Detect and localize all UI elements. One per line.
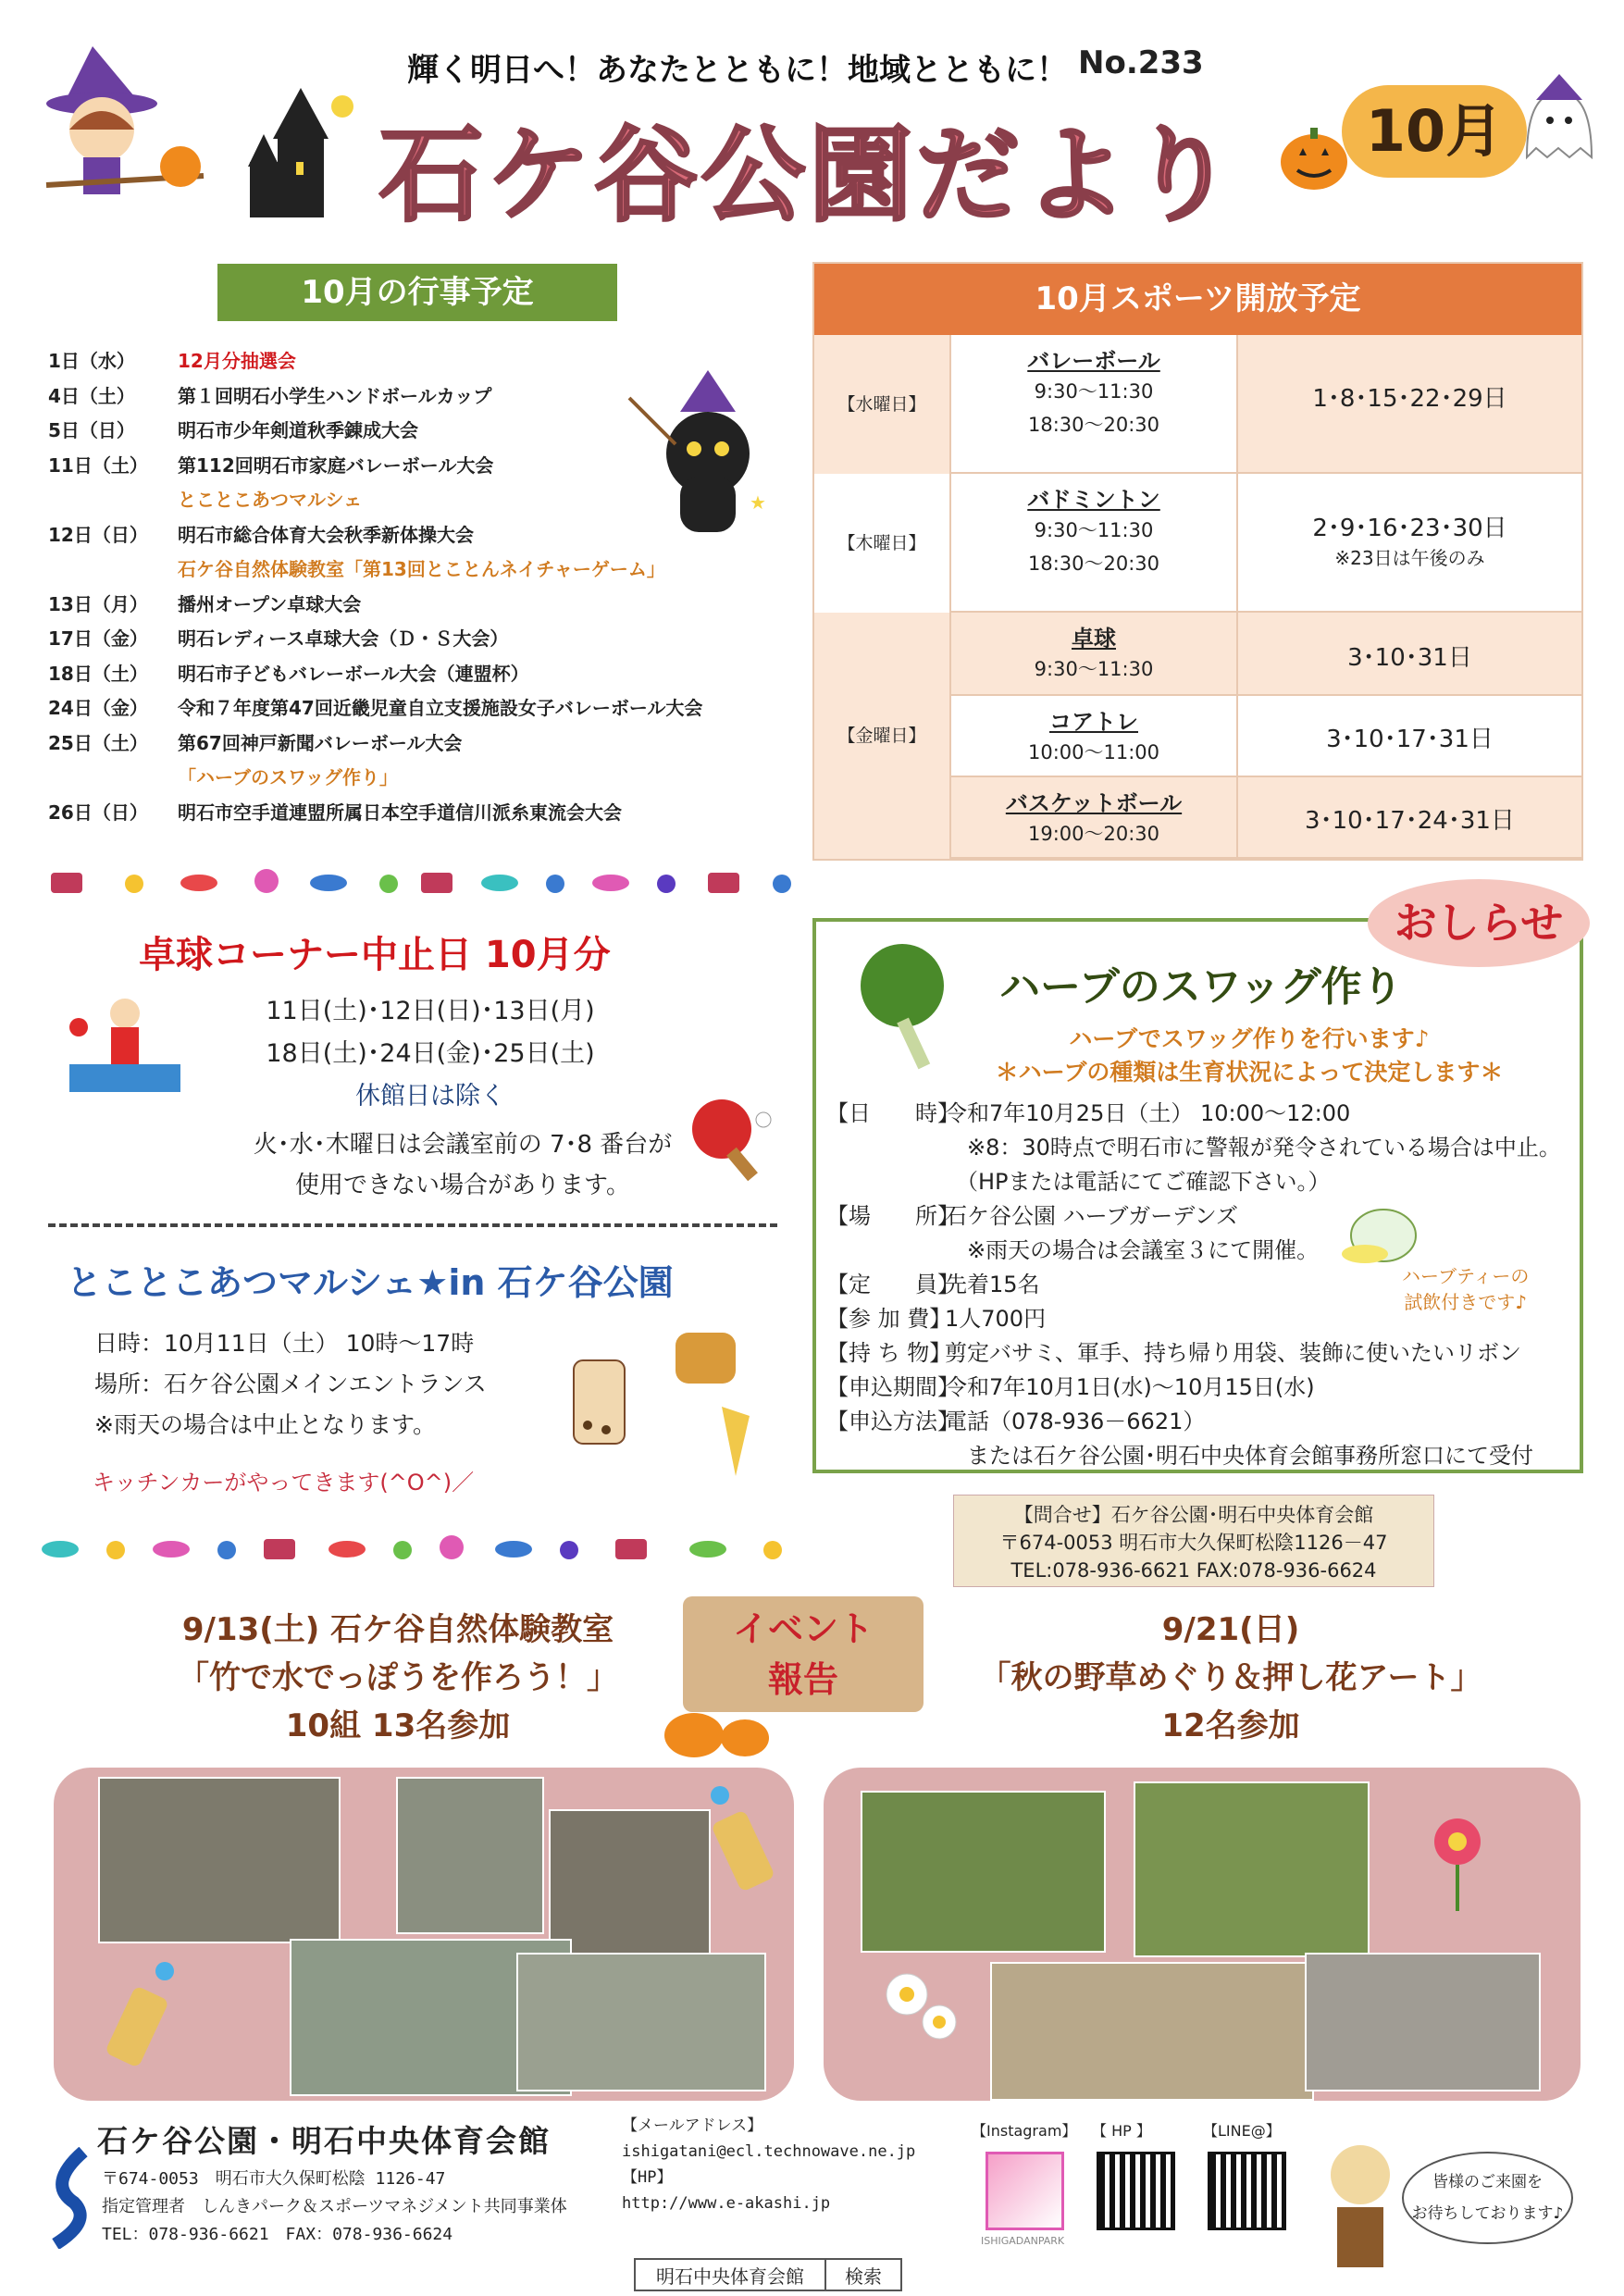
closed-note: 休館日は除く	[355, 1082, 505, 1111]
water-gun-icon	[100, 1953, 183, 2082]
sport-dates	[1238, 613, 1581, 696]
photo	[861, 1791, 1106, 1953]
note-line2: 使用できない場合があります。	[295, 1172, 630, 1199]
table-tennis-note	[231, 1124, 694, 1206]
notice-info-row	[826, 1336, 1567, 1371]
dates-text: 3･10･17･31日	[1326, 726, 1494, 753]
event-report-sign	[683, 1596, 924, 1712]
dates-note: ※23日は午後のみ	[1334, 547, 1485, 569]
photo-gallery-right	[824, 1768, 1581, 2101]
closed-dates-line1: 11日(土)･12日(日)･13日(月)	[266, 997, 595, 1025]
footer-addr3: TEL：078-936-6621 FAX：078-936-6624	[102, 2225, 453, 2244]
event-date: 12日（日）	[48, 523, 148, 546]
event-text: 12月分抽選会	[178, 350, 296, 373]
notice-badge: おしらせ	[1368, 879, 1590, 967]
sign-line1: イベント	[732, 1608, 874, 1649]
info-key: 【申込方法】	[826, 1409, 960, 1434]
witch-illustration	[28, 37, 213, 204]
welcome-line1: 皆様のご来園を	[1432, 2173, 1543, 2191]
candy-divider-bottom	[42, 1532, 800, 1569]
event-text: 播州オープン卓球大会	[178, 592, 362, 615]
dates-text: 3･10･31日	[1347, 644, 1472, 672]
marche-details	[94, 1323, 487, 1446]
sport-time: 18:30～20:30	[1027, 414, 1160, 436]
black-cat-illustration	[620, 370, 777, 537]
sign-line2: 報告	[767, 1659, 838, 1700]
notice-info-row	[826, 1097, 1567, 1131]
info-value: （HPまたは電話にてご確認下さい。）	[945, 1169, 1331, 1195]
welcome-line2: お待ちしております♪	[1411, 2204, 1564, 2223]
line-qr-icon[interactable]	[1208, 2152, 1286, 2230]
search-box[interactable]	[634, 2258, 902, 2291]
photo	[396, 1777, 544, 1934]
hp-qr-icon[interactable]	[1097, 2152, 1175, 2230]
mail-label: 【メールアドレス】	[622, 2116, 763, 2135]
footer-address	[102, 2166, 567, 2249]
info-key: 【参 加 費】	[826, 1306, 952, 1332]
tea-line1: ハーブティーの	[1402, 1265, 1530, 1287]
contact-box	[953, 1495, 1434, 1587]
event-row	[48, 689, 816, 725]
sport-name: コアトレ	[1049, 709, 1138, 735]
event-row	[48, 759, 816, 794]
event-text: 明石市空手道連盟所属日本空手道信川派糸東流会大会	[178, 800, 622, 824]
contact-line3: TEL:078-936-6621 FAX:078-936-6624	[1010, 1559, 1377, 1582]
event-date: 11日（土）	[48, 453, 148, 477]
ghost-icon	[1518, 74, 1601, 167]
pumpkins-icon	[657, 1703, 777, 1758]
instagram-label: 【Instagram】	[972, 2122, 1077, 2140]
event-date: 17日（金）	[48, 627, 148, 651]
event-text: 明石市総合体育大会秋季新体操大会	[178, 523, 474, 546]
table-tennis-player-illustration	[60, 990, 190, 1101]
notice-info-row	[826, 1405, 1567, 1439]
event-date: 18日（土）	[48, 662, 148, 685]
sport-dates	[1238, 335, 1581, 474]
note-line1: 火･水･木曜日は会議室前の 7･8 番台が	[253, 1131, 673, 1159]
report-right-date: 9/21(日)	[1161, 1611, 1300, 1648]
day-friday: 【金曜日】	[814, 613, 951, 859]
sport-dates	[1238, 777, 1581, 859]
event-date: 1日（水）	[48, 350, 135, 373]
section-divider	[48, 1223, 777, 1227]
event-text: 第１回明石小学生ハンドボールカップ	[178, 384, 492, 407]
event-text: とことこあつマルシェ	[178, 489, 363, 512]
sport-volleyball	[951, 335, 1238, 474]
info-key	[826, 1165, 945, 1199]
info-key: 【定 員】	[826, 1272, 960, 1297]
info-value: 石ケ谷公園 ハーブガーデンズ	[945, 1203, 1238, 1229]
event-row	[48, 551, 816, 586]
info-key: 【持 ち 物】	[826, 1340, 952, 1366]
hp-url[interactable]: http://www.e-akashi.jp	[622, 2194, 831, 2213]
scarecrow-illustration	[1314, 2128, 1407, 2286]
event-date: 24日（金）	[48, 697, 148, 720]
svg-text:★: ★	[750, 491, 766, 514]
closed-dates-line2: 18日(土)･24日(金)･25日(土)	[266, 1039, 595, 1068]
marche-when: 日時：10月11日（土） 10時～17時	[94, 1330, 475, 1357]
event-text: 第67回神戸新聞バレーボール大会	[178, 731, 463, 754]
notice-info-row	[826, 1165, 1567, 1199]
sport-name: バレーボール	[1027, 348, 1160, 374]
info-key: 【場 所】	[826, 1203, 960, 1229]
info-value: 1人700円	[945, 1306, 1047, 1332]
event-text: 石ケ谷自然体験教室「第13回とことんネイチャーゲーム」	[178, 558, 665, 581]
dates-text: 3･10･17･24･31日	[1305, 807, 1515, 835]
report-right-count: 12名参加	[1161, 1707, 1300, 1744]
info-value: または石ケ谷公園･明石中央体育会館事務所窓口にて受付	[945, 1443, 1533, 1469]
events-heading: 10月の行事予定	[217, 264, 617, 321]
notice-subtitle	[972, 1023, 1527, 1089]
info-value: ※8：30時点で明石市に警報が発令されている場合は中止。	[945, 1135, 1561, 1160]
event-text: 第112回明石市家庭バレーボール大会	[178, 453, 494, 477]
info-value: 電話（078-936－6621）	[945, 1409, 1206, 1434]
hp-label: 【HP】	[622, 2168, 673, 2187]
sport-time: 10:00～11:00	[1027, 741, 1160, 763]
notice-sub1: ハーブでスワッグ作りを行います♪	[1069, 1025, 1430, 1052]
kitchen-car-note: キッチンカーがやってきます(^O^)／	[93, 1470, 475, 1496]
water-gun-icon	[706, 1777, 789, 1906]
notice-info-row	[826, 1199, 1567, 1234]
event-row	[48, 725, 816, 760]
photo	[98, 1777, 341, 1943]
footer-org-name: 石ケ谷公園・明石中央体育会館	[97, 2123, 551, 2159]
photo	[549, 1809, 711, 1967]
event-row	[48, 586, 816, 621]
herb-bundle-illustration	[851, 935, 972, 1074]
event-row	[48, 620, 816, 655]
footer-addr1: 〒674-0053 明石市大久保町松陰 1126-47	[102, 2169, 446, 2189]
info-key: 【日 時】	[826, 1100, 960, 1126]
pumpkin-icon	[1277, 120, 1351, 194]
photo	[990, 1962, 1314, 2101]
sport-table-tennis	[951, 613, 1238, 696]
info-key: 【申込期間】	[826, 1374, 960, 1400]
photo-gallery-left	[54, 1768, 794, 2101]
photo	[1134, 1781, 1370, 1957]
event-row	[48, 794, 816, 829]
report-left-count: 10組 13名参加	[285, 1707, 511, 1744]
sport-core-training	[951, 696, 1238, 777]
notice-info-row	[826, 1371, 1567, 1405]
day-thursday: 【木曜日】	[814, 474, 951, 613]
notice-info-row	[826, 1131, 1567, 1165]
event-text: 「ハーブのスワッグ作り」	[178, 766, 398, 789]
candy-divider-top	[42, 865, 800, 902]
info-key	[826, 1234, 945, 1268]
sport-badminton	[951, 474, 1238, 613]
tea-line2: 試飲付きです♪	[1404, 1291, 1528, 1313]
sport-dates	[1238, 474, 1581, 613]
mail-address[interactable]: ishigatani@ecl.technowave.ne.jp	[622, 2142, 916, 2161]
event-text: 明石市少年剣道秋季錬成大会	[178, 419, 418, 442]
info-key	[826, 1131, 945, 1165]
footer-addr2: 指定管理者 しんきパーク＆スポーツマネジメント共同事業体	[102, 2197, 567, 2216]
sport-time: 9:30～11:30	[1034, 519, 1154, 541]
sport-name: 卓球	[1072, 626, 1116, 652]
flower-icon	[1416, 1805, 1499, 1916]
sport-basketball	[951, 777, 1238, 859]
line-label: 【LINE@】	[1203, 2122, 1281, 2140]
sport-name: バドミントン	[1027, 487, 1160, 513]
info-value: 先着15名	[945, 1272, 1040, 1297]
paddle-icon	[685, 1092, 777, 1185]
month-badge: 10月	[1342, 85, 1527, 178]
search-text: 明石中央体育会館	[636, 2260, 826, 2290]
info-key	[826, 1439, 945, 1473]
event-text: 明石市子どもバレーボール大会（連盟杯）	[178, 662, 529, 685]
event-date: 26日（日）	[48, 800, 148, 824]
sport-time: 19:00～20:30	[1027, 823, 1160, 845]
report-right	[953, 1606, 1508, 1750]
info-value: 剪定バサミ、軍手、持ち帰り用袋、装飾に使いたいリボン	[945, 1340, 1522, 1366]
dates-text: 1･8･15･22･29日	[1312, 385, 1507, 413]
table-tennis-dates	[217, 990, 643, 1118]
issue-number: No.233	[1078, 44, 1204, 81]
search-button[interactable]: 検索	[845, 2265, 882, 2288]
day-wednesday: 【水曜日】	[814, 335, 951, 474]
table-tennis-title: 卓球コーナー中止日 10月分	[139, 934, 611, 976]
instagram-caption: ISHIGADANPARK	[981, 2235, 1065, 2247]
notice-title: ハーブのスワッグ作り	[999, 963, 1403, 1011]
event-date: 4日（土）	[48, 384, 135, 407]
report-left-date: 9/13(土) 石ケ谷自然体験教室	[181, 1611, 614, 1648]
sport-time: 18:30～20:30	[1027, 552, 1160, 575]
marche-rain: ※雨天の場合は中止となります。	[94, 1411, 436, 1438]
welcome-bubble	[1402, 2152, 1573, 2244]
event-text: 令和７年度第47回近畿児童自立支援施設女子バレーボール大会	[178, 697, 703, 720]
sports-schedule	[812, 262, 1583, 861]
daisy-icon	[870, 1957, 972, 2096]
report-left	[56, 1606, 740, 1750]
info-value: 令和7年10月1日(水)～10月15日(水)	[945, 1374, 1315, 1400]
sport-time: 9:30～11:30	[1034, 658, 1154, 680]
event-text: 明石レディース卓球大会（Ｄ・Ｓ大会）	[178, 627, 509, 651]
sport-name: バスケットボール	[1005, 790, 1183, 816]
contact-line1: 【問合せ】石ケ谷公園･明石中央体育会館	[1013, 1504, 1374, 1526]
info-value: ※雨天の場合は会議室３にて開催。	[945, 1237, 1320, 1263]
food-illustration	[555, 1323, 777, 1481]
info-value: 令和7年10月25日（土） 10:00～12:00	[945, 1100, 1351, 1126]
herb-tea-note	[1402, 1263, 1529, 1315]
teapot-icon	[1337, 1194, 1439, 1268]
notice-info-row	[826, 1439, 1567, 1473]
photo	[1305, 1953, 1541, 2091]
sport-dates	[1238, 696, 1581, 777]
footer-contact	[622, 2113, 915, 2216]
slogan: 輝く明日へ！あなたとともに！地域とともに！	[407, 52, 1068, 89]
marche-where: 場所：石ケ谷公園メインエントランス	[94, 1371, 487, 1397]
sport-time: 9:30～11:30	[1034, 380, 1154, 403]
marche-title: とことこあつマルシェ★in 石ケ谷公園	[67, 1262, 674, 1303]
notice-sub2: ＊ハーブの種類は生育状況によって決定します＊	[995, 1059, 1504, 1086]
dates-text: 2･9･16･23･30日	[1312, 515, 1507, 542]
instagram-qr-icon[interactable]	[986, 2152, 1064, 2230]
page-title: 石ケ谷公園だより	[379, 115, 1238, 236]
photo	[516, 1953, 766, 2091]
sports-heading: 10月スポーツ開放予定	[814, 264, 1581, 335]
logo-icon	[37, 2147, 102, 2249]
event-date: 25日（土）	[48, 731, 148, 754]
report-right-title: 「秋の野草めぐり＆押し花アート」	[979, 1659, 1482, 1696]
event-date: 13日（月）	[48, 592, 148, 615]
event-row	[48, 655, 816, 690]
hp-qr-label: 【 HP 】	[1092, 2122, 1151, 2140]
contact-line2: 〒674-0053 明石市大久保町松陰1126－47	[999, 1532, 1388, 1554]
report-left-title: 「竹で水でっぽうを作ろう！」	[178, 1659, 618, 1696]
castle-illustration	[231, 88, 370, 217]
event-date: 5日（日）	[48, 419, 135, 442]
